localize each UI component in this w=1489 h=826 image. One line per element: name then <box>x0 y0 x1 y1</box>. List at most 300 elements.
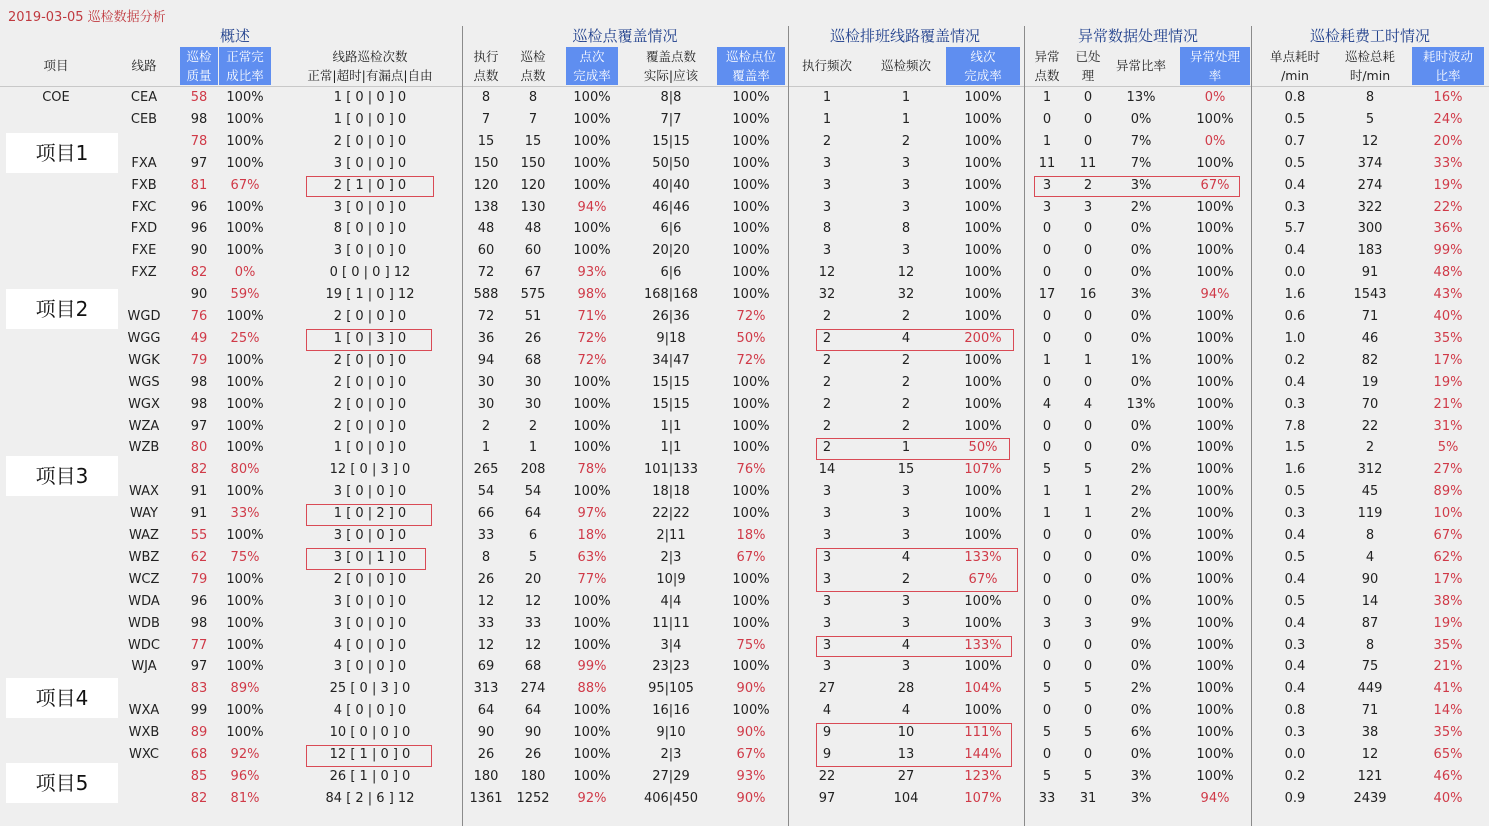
table-cell: 0.2 <box>1284 352 1306 368</box>
table-cell: CEA <box>130 90 158 105</box>
table-cell: 8 <box>481 90 491 105</box>
table-cell: 0 <box>1042 330 1052 346</box>
table-cell: 100% <box>964 111 1002 127</box>
table-cell: 100% <box>573 177 611 193</box>
table-cell: 100% <box>964 243 1002 259</box>
table-cell: 27 <box>818 681 836 697</box>
table-cell <box>20 394 92 416</box>
table-cell: 100% <box>1196 593 1234 609</box>
table-cell: 0 [ 0 | 0 ] 12 <box>329 265 411 281</box>
table-cell: 3 <box>822 177 832 193</box>
table-cell: 5 <box>1365 111 1375 127</box>
table-cell: 38 <box>1361 725 1379 741</box>
table-cell: 16|16 <box>652 703 690 719</box>
table-cell: 100% <box>573 221 611 237</box>
table-cell: 100% <box>732 133 770 149</box>
table-cell: 100% <box>226 374 264 390</box>
table-cell: 100% <box>573 396 611 412</box>
table-cell: 9|10 <box>656 725 686 741</box>
table-cell: 91 <box>190 484 208 500</box>
table-cell: 50|50 <box>652 155 690 171</box>
table-cell: 0% <box>1204 133 1226 149</box>
table-cell: 3 <box>1083 615 1093 631</box>
table-cell: 0.6 <box>1284 309 1306 324</box>
table-cell: 100% <box>964 265 1002 281</box>
table-cell: 2 [ 0 | 0 ] 0 <box>333 309 407 324</box>
table-cell: 0.3 <box>1284 725 1306 741</box>
table-cell: 55 <box>190 528 208 543</box>
table-cell: 100% <box>226 593 264 609</box>
table-cell: 2 [ 0 | 0 ] 0 <box>333 133 407 149</box>
table-cell: 1|1 <box>660 440 682 456</box>
table-cell: 100% <box>573 374 611 390</box>
table-cell: 98 <box>190 615 208 631</box>
table-cell <box>20 262 92 284</box>
column-header: 线次 完成率 <box>946 47 1020 85</box>
table-cell: 100% <box>732 155 770 171</box>
table-cell: 11 <box>1038 155 1056 171</box>
table-cell: 10 <box>897 725 915 741</box>
table-cell: 2 <box>901 352 911 368</box>
table-cell: 100% <box>732 396 770 412</box>
table-cell: 0% <box>1130 418 1152 434</box>
table-cell <box>20 240 92 262</box>
table-cell: 59% <box>230 287 260 303</box>
table-cell: 7|7 <box>660 111 682 127</box>
table-cell: 4 <box>901 637 911 653</box>
table-cell: 91 <box>190 506 208 522</box>
table-cell: 100% <box>732 571 770 587</box>
table-cell: 0.9 <box>1284 790 1306 806</box>
table-cell: 32 <box>897 287 915 303</box>
table-cell: 1.6 <box>1284 287 1306 303</box>
table-cell: 72% <box>736 352 766 368</box>
table-cell: 17% <box>1433 352 1463 368</box>
table-cell: 100% <box>573 703 611 719</box>
table-cell: 2|3 <box>660 747 682 762</box>
table-cell <box>20 613 92 635</box>
table-cell: 100% <box>964 593 1002 609</box>
table-cell: 4 <box>1042 396 1052 412</box>
table-cell: 0 <box>1083 418 1093 434</box>
table-cell: 15|15 <box>652 396 690 412</box>
table-cell: 3 <box>901 528 911 543</box>
table-cell: 10|9 <box>656 571 686 587</box>
project-label: 项目3 <box>6 456 118 496</box>
table-cell: 8 <box>822 221 832 237</box>
group-title: 巡检排班线路覆盖情况 <box>829 27 980 45</box>
table-cell: 0 <box>1083 133 1093 149</box>
table-cell: 100% <box>1196 243 1234 259</box>
table-cell: 100% <box>1196 615 1234 631</box>
column-header: 线路 <box>131 58 157 73</box>
table-cell: 27|29 <box>652 768 690 784</box>
table-cell: 0 <box>1083 747 1093 762</box>
table-cell: 75 <box>1361 659 1379 675</box>
table-cell: 12 <box>524 637 542 653</box>
table-cell: 3 <box>822 528 832 543</box>
table-cell: 3 <box>901 177 911 193</box>
table-cell: 1 <box>822 90 832 105</box>
table-cell: 25 [ 0 | 3 ] 0 <box>329 681 411 697</box>
table-cell: 0.4 <box>1284 243 1306 259</box>
table-cell: 96 <box>190 199 208 215</box>
table-cell: 64 <box>524 703 542 719</box>
table-cell: 0% <box>1130 549 1152 565</box>
table-cell: 100% <box>573 440 611 456</box>
table-cell: 100% <box>573 593 611 609</box>
table-cell: 90 <box>1361 571 1379 587</box>
table-cell: 77% <box>577 571 607 587</box>
table-cell: 48 <box>524 221 542 237</box>
group-divider <box>1251 26 1252 826</box>
table-cell: 80% <box>230 462 260 478</box>
table-cell: FXZ <box>131 265 157 281</box>
table-cell: 82 <box>190 790 208 806</box>
table-cell: 5 <box>1042 681 1052 697</box>
table-cell: 2 <box>1083 177 1093 193</box>
group-title: 概述 <box>219 27 250 45</box>
table-cell: 40|40 <box>652 177 690 193</box>
table-cell: 100% <box>573 111 611 127</box>
table-cell: 8|8 <box>660 90 682 105</box>
table-cell: 78 <box>190 133 208 149</box>
table-cell: 133% <box>964 549 1002 565</box>
table-cell: 81% <box>230 790 260 806</box>
table-cell: 100% <box>226 309 264 324</box>
table-cell: 0 <box>1083 659 1093 675</box>
table-cell: 100% <box>226 243 264 259</box>
table-cell: 6% <box>1130 725 1152 741</box>
table-cell: 2 [ 0 | 0 ] 0 <box>333 374 407 390</box>
table-cell: 3 <box>901 243 911 259</box>
table-cell: 2 <box>822 396 832 412</box>
table-cell: 3 <box>822 155 832 171</box>
table-cell: WBZ <box>128 549 160 565</box>
table-cell: 5 <box>1083 681 1093 697</box>
table-cell: 5 <box>1083 462 1093 478</box>
table-cell: 12 <box>477 637 495 653</box>
table-cell: 100% <box>964 90 1002 105</box>
table-cell: 100% <box>1196 747 1234 762</box>
table-cell: WGD <box>127 309 161 324</box>
table-cell: 168|168 <box>643 287 698 303</box>
table-cell: 13% <box>1126 90 1156 105</box>
table-cell: 95|105 <box>648 681 694 697</box>
table-cell: 6|6 <box>660 221 682 237</box>
table-cell: 2 <box>822 330 832 346</box>
table-cell <box>20 635 92 657</box>
table-cell: 75% <box>736 637 766 653</box>
table-cell: 70 <box>1361 396 1379 412</box>
table-cell: WGK <box>128 352 160 368</box>
column-header: 已处 理 <box>1075 49 1101 83</box>
table-cell: 100% <box>732 287 770 303</box>
table-cell: 100% <box>964 615 1002 631</box>
table-cell: 0% <box>1130 440 1152 456</box>
table-cell: 2 [ 0 | 0 ] 0 <box>333 418 407 434</box>
table-cell: 89% <box>1433 484 1463 500</box>
table-cell: 12 [ 0 | 3 ] 0 <box>329 462 411 478</box>
table-cell: 100% <box>1196 221 1234 237</box>
table-cell: 2 <box>822 352 832 368</box>
table-cell: 100% <box>226 703 264 719</box>
table-cell: 100% <box>1196 725 1234 741</box>
table-cell: 100% <box>1196 374 1234 390</box>
table-cell: 90% <box>736 725 766 741</box>
table-cell: 100% <box>964 352 1002 368</box>
table-cell: WXA <box>128 703 160 719</box>
table-cell: 4 <box>901 549 911 565</box>
table-cell: 9|18 <box>656 330 686 346</box>
table-cell: 449 <box>1357 681 1383 697</box>
table-cell: 3|4 <box>660 637 682 653</box>
table-cell <box>118 131 170 153</box>
table-cell: 96% <box>230 768 260 784</box>
table-cell: 0.4 <box>1284 615 1306 631</box>
table-cell: WCZ <box>128 571 160 587</box>
table-cell: 90% <box>736 790 766 806</box>
table-cell: 96 <box>190 221 208 237</box>
table-cell: 88% <box>577 681 607 697</box>
table-cell <box>20 722 92 744</box>
table-cell <box>118 766 170 788</box>
table-cell: 90 <box>477 725 495 741</box>
table-cell: 374 <box>1357 155 1383 171</box>
table-cell: 144% <box>964 747 1002 762</box>
table-cell: 5 <box>1042 768 1052 784</box>
table-cell: 35% <box>1433 725 1463 741</box>
table-cell: WJA <box>131 659 157 675</box>
table-cell: 66 <box>477 506 495 522</box>
table-cell: 3% <box>1130 287 1152 303</box>
table-cell <box>20 175 92 197</box>
table-cell: 2 <box>901 396 911 412</box>
table-cell: 2 <box>901 309 911 324</box>
table-cell: 97 <box>190 155 208 171</box>
table-cell: 33% <box>230 506 260 522</box>
table-cell: 3 <box>901 199 911 215</box>
table-cell: 62% <box>1433 549 1463 565</box>
table-cell: 3 <box>822 571 832 587</box>
table-cell: 100% <box>1196 440 1234 456</box>
table-cell: 16 <box>1079 287 1097 303</box>
table-cell: 0% <box>1130 265 1152 281</box>
table-cell: 0% <box>1130 747 1152 762</box>
table-cell: 18% <box>577 528 607 543</box>
table-cell: WGS <box>128 374 160 390</box>
table-cell: 100% <box>732 418 770 434</box>
table-cell: 100% <box>964 418 1002 434</box>
table-cell: 0.0 <box>1284 265 1306 281</box>
table-cell: 2 <box>822 133 832 149</box>
column-header: 覆盖点数 实际|应该 <box>643 49 699 83</box>
table-cell: 49 <box>190 330 208 346</box>
table-cell: 100% <box>1196 484 1234 500</box>
table-cell: FXB <box>131 177 157 193</box>
table-cell: 274 <box>1357 177 1383 193</box>
table-cell: 100% <box>226 155 264 171</box>
table-cell: 18% <box>736 528 766 543</box>
table-cell: 100% <box>964 155 1002 171</box>
column-header: 线路巡检次数 正常|超时|有漏点|自由 <box>307 49 433 83</box>
table-cell: 21% <box>1433 659 1463 675</box>
table-cell: 91 <box>1361 265 1379 281</box>
table-cell: 24% <box>1433 111 1463 127</box>
table-cell: 100% <box>1196 703 1234 719</box>
table-cell: 20 <box>524 571 542 587</box>
table-cell: 62 <box>190 549 208 565</box>
table-cell: 100% <box>573 90 611 105</box>
table-cell: 48% <box>1433 265 1463 281</box>
table-cell <box>20 547 92 569</box>
table-cell: 100% <box>1196 352 1234 368</box>
table-cell: 2|11 <box>656 528 686 543</box>
table-cell: 0 <box>1042 243 1052 259</box>
group-divider <box>1024 26 1025 826</box>
table-cell: 100% <box>226 440 264 456</box>
table-cell: 120 <box>520 177 546 193</box>
table-cell: 0 <box>1083 243 1093 259</box>
table-cell: 0% <box>1130 571 1152 587</box>
table-cell: WDB <box>128 615 160 631</box>
table-cell: 8 [ 0 | 0 ] 0 <box>333 221 407 237</box>
table-cell: CEB <box>130 111 158 127</box>
table-cell: 100% <box>732 659 770 675</box>
table-cell: 54 <box>524 484 542 500</box>
table-cell: 0% <box>1130 374 1152 390</box>
table-cell: 0 <box>1083 549 1093 565</box>
table-cell: 16% <box>1433 90 1463 105</box>
table-cell: 46|46 <box>652 199 690 215</box>
table-cell: WAY <box>130 506 158 522</box>
table-cell: 0 <box>1042 637 1052 653</box>
table-cell: 100% <box>732 111 770 127</box>
table-cell: 94% <box>1200 790 1230 806</box>
table-cell: 22 <box>818 768 836 784</box>
table-cell: 83 <box>190 681 208 697</box>
table-cell: 9 <box>822 725 832 741</box>
table-cell: 0 <box>1042 440 1052 456</box>
table-cell: 100% <box>732 265 770 281</box>
column-header: 执行 点数 <box>473 49 499 83</box>
table-cell: 15|15 <box>652 374 690 390</box>
table-cell: 0.3 <box>1284 637 1306 653</box>
table-cell: 7% <box>1130 133 1152 149</box>
table-cell: 200% <box>964 330 1002 346</box>
table-cell <box>20 218 92 240</box>
table-cell: 100% <box>964 133 1002 149</box>
table-cell: 183 <box>1357 243 1383 259</box>
table-cell: 76 <box>190 309 208 324</box>
table-cell: FXA <box>131 155 157 171</box>
table-cell: 2 [ 0 | 0 ] 0 <box>333 396 407 412</box>
table-cell: 6|6 <box>660 265 682 281</box>
table-cell: 30 <box>524 396 542 412</box>
table-cell: 2 [ 1 | 0 ] 0 <box>333 177 407 193</box>
table-cell: 0.4 <box>1284 177 1306 193</box>
table-cell: 3 <box>901 659 911 675</box>
table-cell: 3 <box>901 615 911 631</box>
table-cell: 64 <box>524 506 542 522</box>
table-cell: 3% <box>1130 790 1152 806</box>
table-cell: 100% <box>1196 199 1234 215</box>
table-cell: 120 <box>473 177 499 193</box>
table-cell <box>20 503 92 525</box>
table-cell: 0% <box>1130 309 1152 324</box>
table-cell: 0% <box>1130 330 1152 346</box>
table-cell: 21% <box>1433 396 1463 412</box>
table-cell: 0 <box>1083 111 1093 127</box>
table-cell: 100% <box>573 484 611 500</box>
table-cell: 99 <box>190 703 208 719</box>
table-cell: 13% <box>1126 396 1156 412</box>
table-cell: 2% <box>1130 199 1152 215</box>
table-cell: 100% <box>226 615 264 631</box>
table-cell: 0 <box>1083 440 1093 456</box>
table-cell: 14 <box>818 462 836 478</box>
table-cell: 8 <box>481 549 491 565</box>
table-cell: 100% <box>573 747 611 762</box>
table-cell: 3 <box>822 615 832 631</box>
table-cell: 2 <box>822 440 832 456</box>
table-cell: 40% <box>1433 309 1463 324</box>
table-cell: 4 <box>822 703 832 719</box>
table-cell: 0.7 <box>1284 133 1306 149</box>
table-cell: 313 <box>473 681 499 697</box>
table-cell: 30 <box>477 374 495 390</box>
table-cell: 100% <box>226 528 264 543</box>
table-cell: 1|1 <box>660 418 682 434</box>
table-cell: 0% <box>1130 528 1152 543</box>
table-cell: 72% <box>577 352 607 368</box>
table-cell: 100% <box>226 571 264 587</box>
table-cell: 0 <box>1042 309 1052 324</box>
table-cell: 100% <box>1196 571 1234 587</box>
table-cell: FXE <box>131 243 157 259</box>
table-cell: 0% <box>1204 90 1226 105</box>
table-cell: 8 <box>1365 90 1375 105</box>
group-divider <box>462 26 463 826</box>
table-cell: 0% <box>1130 637 1152 653</box>
table-cell: 0 <box>1042 659 1052 675</box>
table-cell: 82 <box>1361 352 1379 368</box>
table-cell: 17 <box>1038 287 1056 303</box>
table-cell: WXC <box>129 747 159 762</box>
table-cell: 322 <box>1357 199 1383 215</box>
table-cell: 17% <box>1433 571 1463 587</box>
table-cell: 15 <box>897 462 915 478</box>
table-cell: 26 <box>524 747 542 762</box>
table-cell: 0 <box>1042 111 1052 127</box>
table-cell: 100% <box>1196 549 1234 565</box>
table-cell: 0 <box>1083 90 1093 105</box>
column-header: 单点耗时 /min <box>1269 49 1320 83</box>
table-cell: 5 <box>528 549 538 565</box>
table-cell: 23|23 <box>652 659 690 675</box>
table-cell: 26 <box>477 747 495 762</box>
table-cell: 35% <box>1433 330 1463 346</box>
table-cell: 0 <box>1083 221 1093 237</box>
table-cell: 89 <box>190 725 208 741</box>
table-cell: 100% <box>573 768 611 784</box>
table-cell: 2 [ 0 | 0 ] 0 <box>333 571 407 587</box>
table-cell: 46% <box>1433 768 1463 784</box>
table-cell: 65% <box>1433 747 1463 762</box>
table-cell: 67% <box>968 571 998 587</box>
table-cell: 3 <box>1042 199 1052 215</box>
table-cell: 69 <box>477 659 495 675</box>
